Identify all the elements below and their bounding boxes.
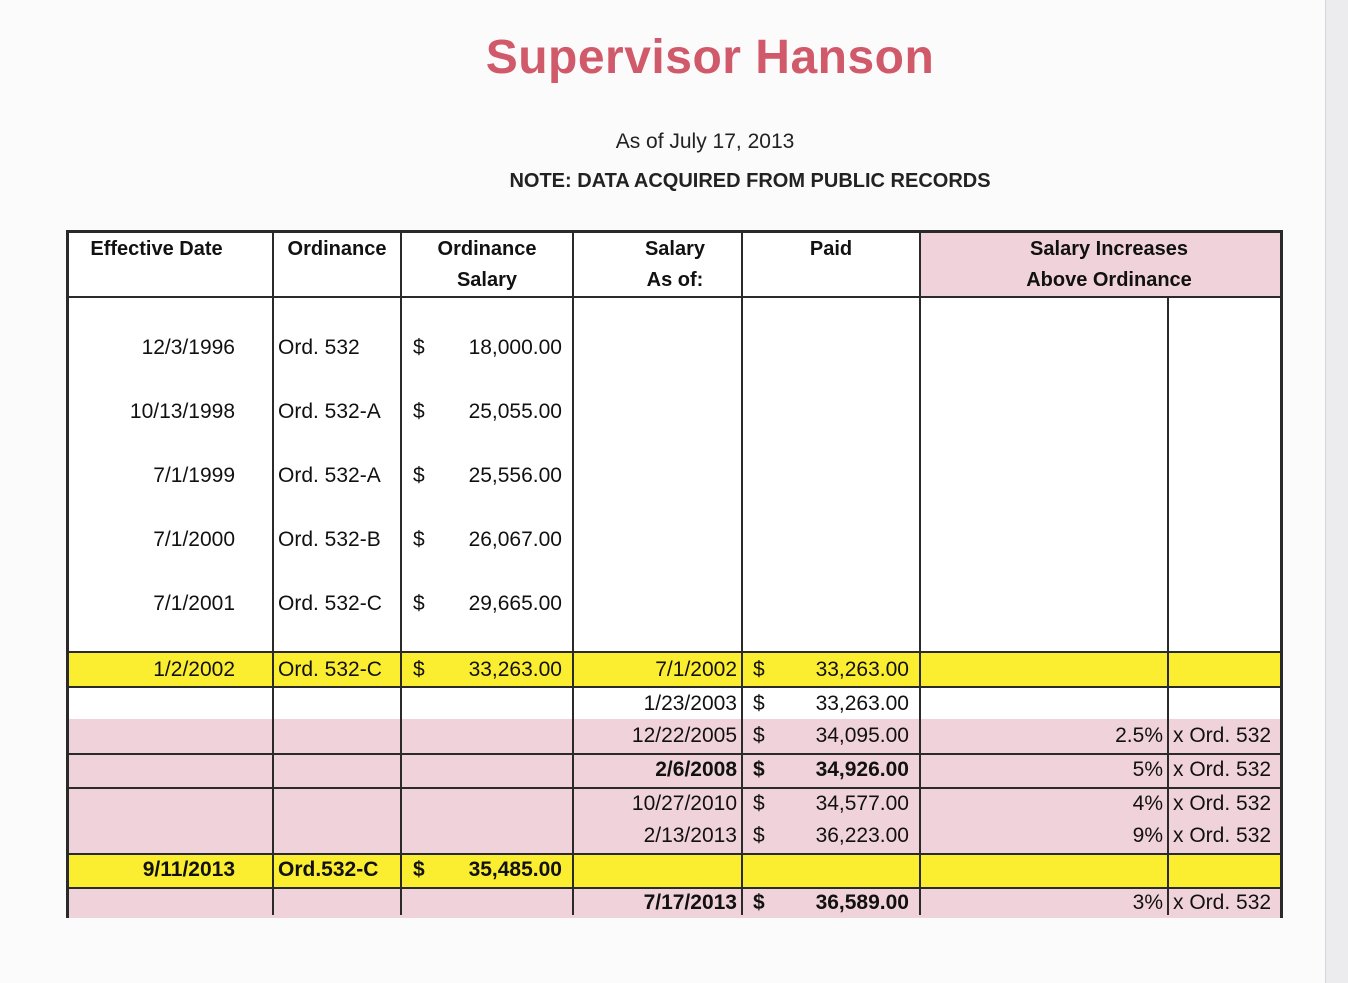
salary-as-of-date: 1/23/2003 — [643, 692, 737, 715]
effective-date: 9/11/2013 — [142, 858, 235, 881]
rule — [69, 753, 1280, 755]
header-ordinance: Ordinance — [287, 238, 387, 260]
currency-symbol: $ — [413, 658, 425, 681]
increase-percent: 4% — [1132, 792, 1163, 815]
effective-date: 7/1/1999 — [153, 464, 235, 487]
header-ordinance-salary: Salary — [456, 269, 518, 291]
col-rule — [1167, 296, 1169, 915]
as-of-date: As of July 17, 2013 — [615, 130, 795, 153]
row-2013-highlight — [69, 854, 1280, 887]
currency-symbol: $ — [413, 592, 425, 615]
header-ordinance-salary: Ordinance — [437, 238, 537, 260]
effective-date: 7/1/2000 — [153, 528, 235, 551]
increase-percent: 9% — [1132, 824, 1163, 847]
ordinance-salary: 26,067.00 — [468, 528, 562, 551]
currency-symbol: $ — [753, 792, 765, 815]
ordinance-name: Ord. 532-A — [278, 400, 381, 423]
ordinance-name: Ord. 532-C — [278, 592, 382, 615]
rule — [69, 686, 1280, 688]
page-title: Supervisor Hanson — [485, 31, 935, 84]
salary-as-of-date: 7/17/2013 — [643, 891, 737, 914]
rule — [69, 853, 1280, 855]
salary-as-of-date: 12/22/2005 — [631, 724, 737, 747]
effective-date: 7/1/2001 — [153, 592, 235, 615]
paid-amount: 33,263.00 — [815, 658, 909, 681]
header-salary-as-of: Salary — [644, 238, 706, 260]
increase-percent: 3% — [1132, 891, 1163, 914]
increase-reference: x Ord. 532 — [1173, 792, 1272, 815]
salary-as-of-date: 10/27/2010 — [631, 792, 737, 815]
currency-symbol: $ — [753, 692, 765, 715]
header-rule — [69, 296, 1280, 298]
paid-amount: 34,095.00 — [815, 724, 909, 747]
increase-reference: x Ord. 532 — [1173, 724, 1272, 747]
ordinance-salary: 25,556.00 — [468, 464, 562, 487]
increase-percent: 2.5% — [1115, 724, 1163, 747]
rule — [69, 787, 1280, 789]
increase-reference: x Ord. 532 — [1173, 891, 1272, 914]
ordinance-salary: 18,000.00 — [468, 336, 562, 359]
ordinance-name: Ord. 532-B — [278, 528, 381, 551]
currency-symbol: $ — [413, 336, 425, 359]
effective-date: 1/2/2002 — [153, 658, 235, 681]
ordinance-salary: 35,485.00 — [468, 858, 562, 881]
increase-reference: x Ord. 532 — [1173, 824, 1272, 847]
salary-as-of-date: 2/13/2013 — [643, 824, 737, 847]
paid-amount: 36,589.00 — [815, 891, 909, 914]
salary-as-of-date: 7/1/2002 — [655, 658, 737, 681]
effective-date: 12/3/1996 — [141, 336, 235, 359]
ordinance-name: Ord. 532 — [278, 336, 360, 359]
effective-date: 10/13/1998 — [129, 400, 235, 423]
currency-symbol: $ — [753, 758, 765, 781]
paid-amount: 34,926.00 — [815, 758, 909, 781]
salary-table — [66, 230, 1283, 918]
ordinance-name: Ord.532-C — [278, 858, 379, 881]
ordinance-name: Ord. 532-C — [278, 658, 382, 681]
currency-symbol: $ — [753, 658, 765, 681]
ordinance-salary: 29,665.00 — [468, 592, 562, 615]
currency-symbol: $ — [413, 400, 425, 423]
header-effective-date: Effective Date — [90, 238, 223, 260]
rule — [69, 651, 1280, 653]
increase-percent: 5% — [1132, 758, 1163, 781]
data-source-note: NOTE: DATA ACQUIRED FROM PUBLIC RECORDS — [509, 170, 991, 192]
header-salary-increases: Above Ordinance — [1026, 269, 1192, 291]
currency-symbol: $ — [413, 528, 425, 551]
paid-amount: 34,577.00 — [815, 792, 909, 815]
ordinance-salary: 33,263.00 — [468, 658, 562, 681]
header-salary-increases: Salary Increases — [1030, 238, 1188, 260]
currency-symbol: $ — [753, 891, 765, 914]
header-salary-as-of: As of: — [646, 269, 704, 291]
rule — [69, 887, 1280, 889]
col-rule — [272, 233, 274, 915]
col-rule — [741, 233, 743, 915]
increase-reference: x Ord. 532 — [1173, 758, 1272, 781]
ordinance-name: Ord. 532-A — [278, 464, 381, 487]
header-paid: Paid — [809, 238, 853, 260]
ordinance-salary: 25,055.00 — [468, 400, 562, 423]
paid-amount: 33,263.00 — [815, 692, 909, 715]
salary-as-of-date: 2/6/2008 — [655, 758, 737, 781]
currency-symbol: $ — [413, 464, 425, 487]
currency-symbol: $ — [753, 724, 765, 747]
currency-symbol: $ — [413, 858, 425, 881]
paid-amount: 36,223.00 — [815, 824, 909, 847]
currency-symbol: $ — [753, 824, 765, 847]
col-rule — [400, 233, 402, 915]
